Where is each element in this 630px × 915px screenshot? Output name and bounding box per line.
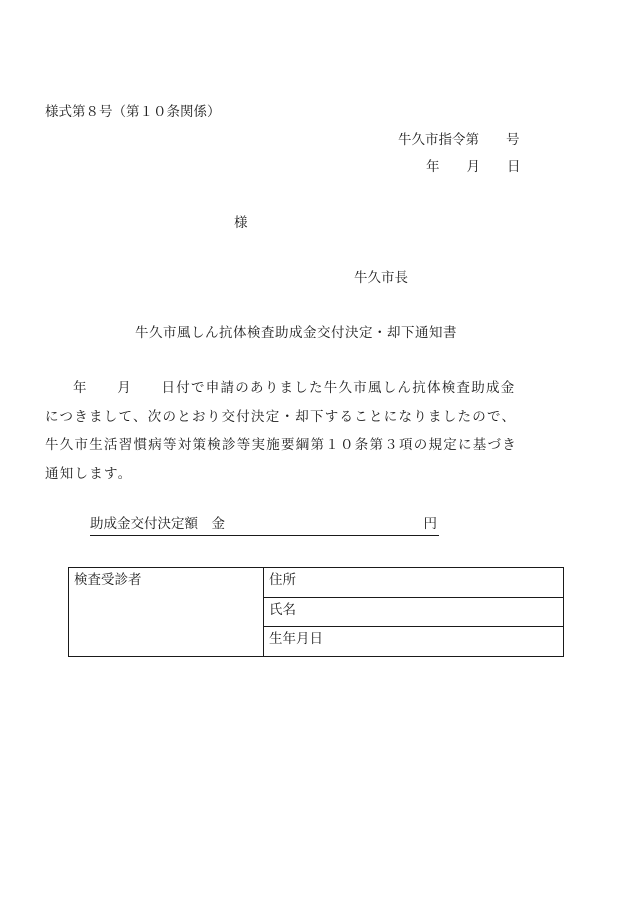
issue-date: 年 月 日 [426, 159, 521, 175]
document-number: 牛久市指令第 号 [398, 132, 520, 148]
body-paragraph [45, 374, 530, 488]
addressee-honorific: 様 [234, 215, 248, 231]
examinee-info-table [68, 567, 564, 657]
grant-amount-label: 助成金交付決定額 金 [90, 516, 225, 532]
address-cell: 住所 [264, 568, 564, 598]
form-number: 様式第８号（第１０条関係） [45, 104, 221, 120]
document-title: 牛久市風しん抗体検査助成金交付決定・却下通知書 [135, 325, 457, 341]
birthdate-cell: 生年月日 [264, 627, 564, 657]
name-cell: 氏名 [264, 597, 564, 627]
sender-name: 牛久市長 [354, 270, 408, 286]
table-row [69, 568, 564, 598]
body-text: 年 月 日付で申請のありました牛久市風しん抗体検査助成金につきまして、次のとおり交付決定・却下することになりましたので、牛久市生活習慣病等対策検診等実施要綱第１０条第３項の規定に基づき通知します。 [45, 380, 517, 482]
yen-unit: 円 [423, 516, 437, 532]
grant-amount-line [90, 515, 439, 536]
examinee-header-cell: 検査受診者 [69, 568, 264, 657]
